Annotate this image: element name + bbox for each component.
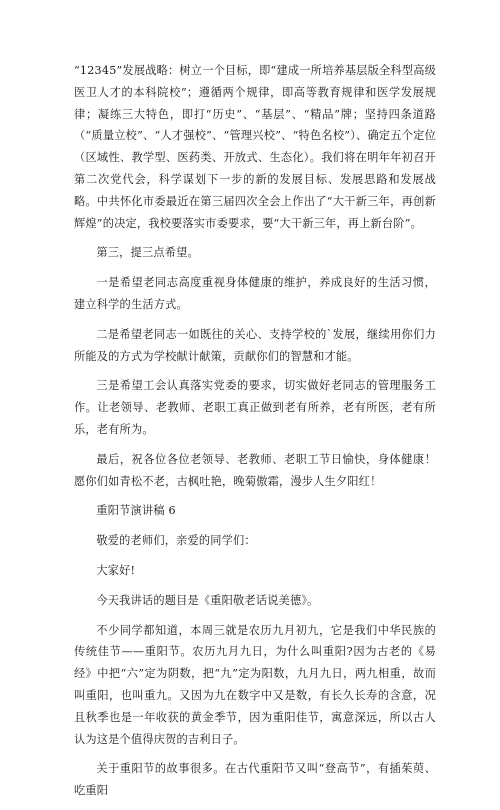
paragraph-hope-one: 一是希望老同志高度重视身体健康的维护，养成良好的生活习惯，建立科学的生活方式。 — [74, 276, 436, 311]
paragraph-closing-wishes: 最后，祝各位各位老领导、老教师、老职工节日愉快，身体健康！愿你们如青松不老，古枫吐艳，晚菊傲霜，漫步人生夕阳红！ — [74, 452, 436, 488]
paragraph-hope-three: 三是希望工会认真落实党委的要求，切实做好老同志的管理服务工作。让老领导、老教师、老职工真正做到老有所养，老有所医，老有所乐，老有所为。 — [74, 379, 436, 436]
paragraph-chongyang-stories: 关于重阳节的故事很多。在古代重阳节又叫“登高节”，有插茱萸、吃重阳 — [74, 762, 436, 798]
speech-title: 重阳节演讲稿 6 — [96, 504, 176, 518]
document-body — [74, 60, 436, 810]
paragraph-greeting: 大家好! — [96, 563, 136, 577]
paragraph-topic: 今天我讲话的题目是《重阳敬老话说美德》。 — [96, 593, 319, 607]
paragraph-development-strategy: “12345”发展战略：树立一个目标，即“建成一所培养基层版全科型高级医卫人才的本科院校”；遵循两个规律，即高等教育规律和医学发展规律；凝练三大特色，即打“历史”、“基层”、“精品”牌；坚持四条道路（“质量立校”、“人才强校”、“管理兴校”、“特色名校”）、确定五个定位（区域性、教学型、医药类、开放式、生态化）。我们将在明年年初召开第二次党代会，科学谋划下一步的新的发展目标、发展思路和发展战略。中共怀化市委最近在第三届四次全会上作出了“大干新三年，再创新辉煌”的决定，我校要落实市委要求，要“大干新三年，再上新台阶”。 — [74, 64, 436, 230]
paragraph-hope-two: 二是希望老同志一如既往的关心、支持学校的`发展，继续用你们力所能及的方式为学校献计献策，贡献你们的智慧和才能。 — [74, 327, 436, 363]
paragraph-third-hopes-heading: 第三，提三点希望。 — [96, 246, 199, 260]
paragraph-salutation: 敬爱的老师们，亲爱的同学们： — [96, 534, 256, 548]
paragraph-chongyang-origin: 不少同学都知道，本周三就是农历九月初九，它是我们中华民族的传统佳节——重阳节。农历九月九日，为什么叫重阳?因为古老的《易经》中把“六”定为阴数，把“九”定为阳数，九月九日，两九相重，故而叫重阳，也叫重九。又因为九在数字中又是数，有长久长寿的含意，况且秋季也是一年收获的黄金季节，因为重阳佳节，寓意深远，所以古人认为这是个值得庆贺的吉利日子。 — [74, 623, 436, 746]
